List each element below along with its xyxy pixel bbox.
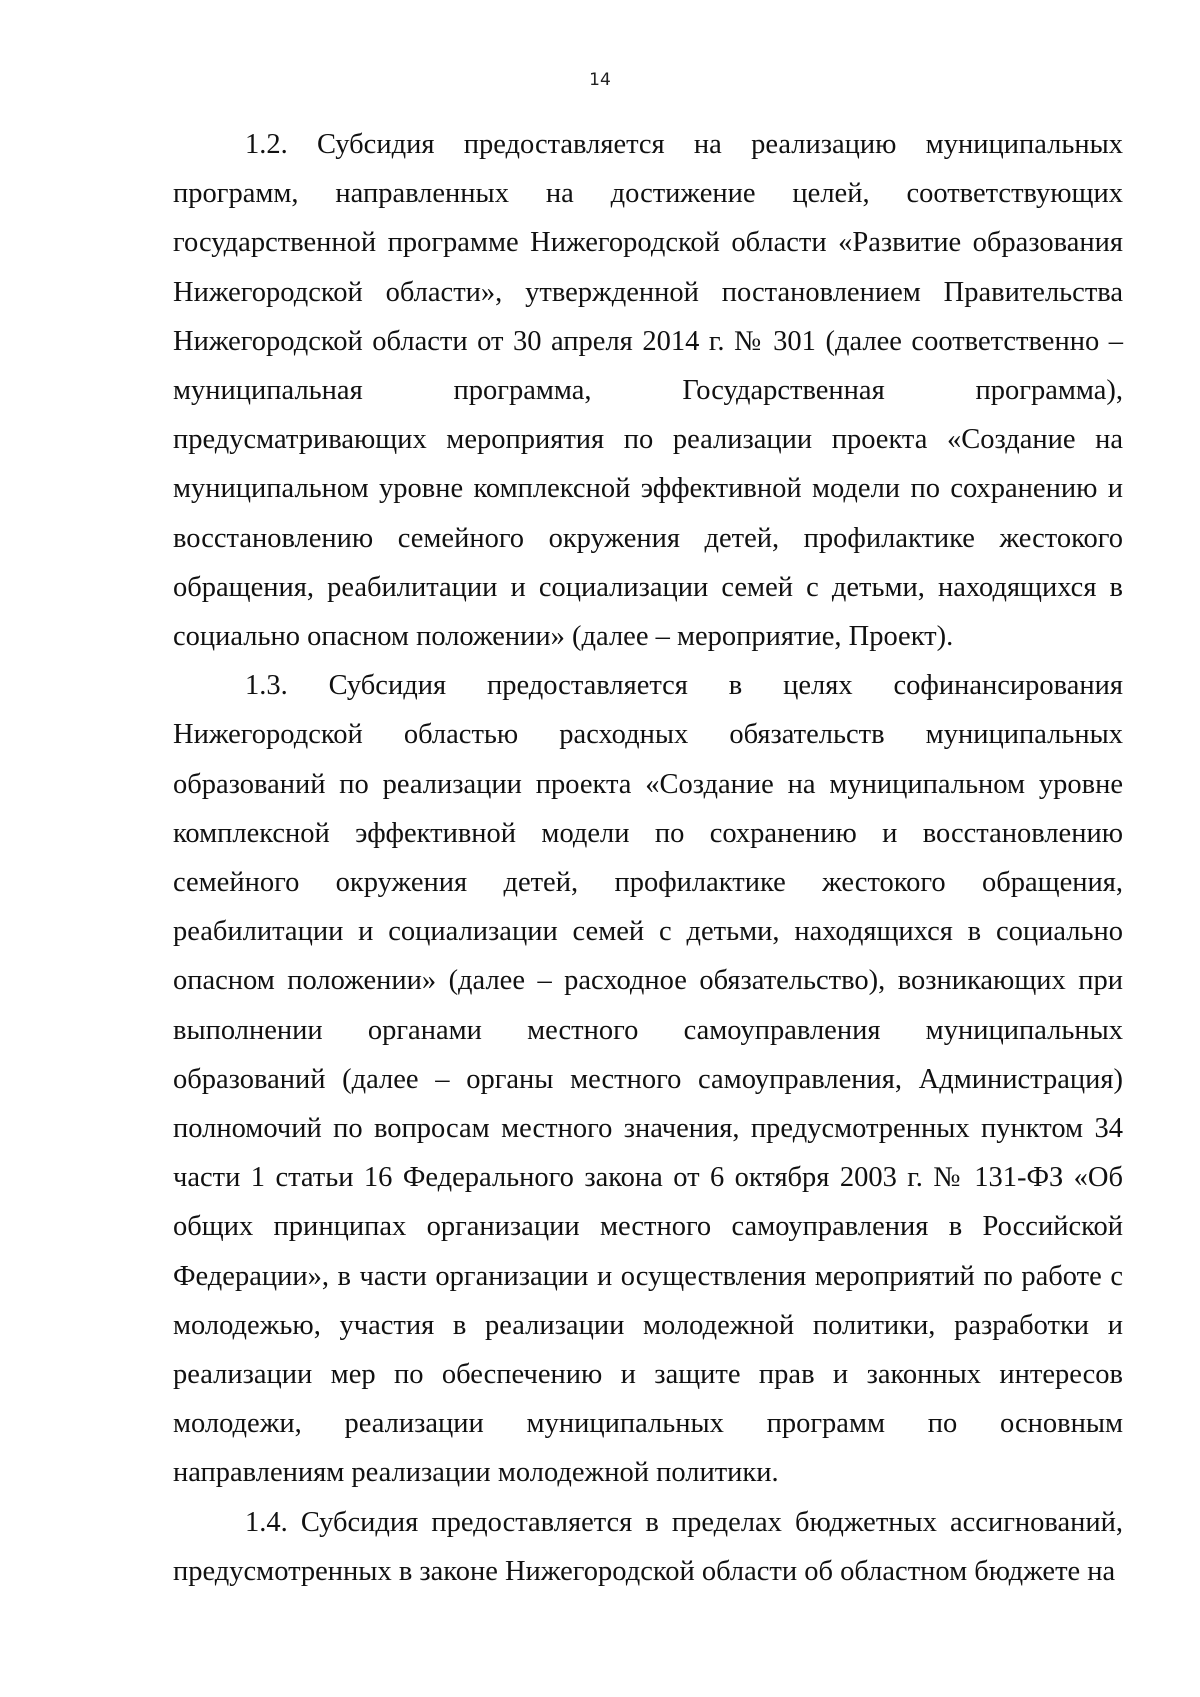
- document-body: [173, 120, 1123, 1596]
- paragraph-1-4: 1.4. Субсидия предоставляется в пределах бюджетных ассигнований, предусмотренных в законе Нижегородской области об областном бюджете на: [173, 1506, 1123, 1587]
- page-number: 14: [589, 70, 611, 90]
- paragraph-1-3: 1.3. Субсидия предоставляется в целях софинансирования Нижегородской областью расходных обязательств муниципальных образований по реализации проекта «Создание на муниципальном уровне комплексной эффективной модели по сохранению и восстановлению семейного окружения детей, профилактике жестокого обращения, реабилитации и социализации семей с детьми, находящихся в социально опасном положении» (далее – расходное обязательство), возникающих при выполнении органами местного самоуправления муниципальных образований (далее – органы местного самоуправления, Администрация) полномочий по вопросам местного значения, предусмотренных пунктом 34 части 1 статьи 16 Федерального закона от 6 октября 2003 г. № 131-ФЗ «Об общих принципах организации местного самоуправления в Российской Федерации», в части организации и осуществления мероприятий по работе с молодежью, участия в реализации молодежной политики, разработки и реализации мер по обеспечению и защите прав и законных интересов молодежи, реализации муниципальных программ по основным направлениям реализации молодежной политики.: [173, 670, 1123, 1489]
- paragraph-1-2: 1.2. Субсидия предоставляется на реализацию муниципальных программ, направленных на достижение целей, соответствующих государственной программе Нижегородской области «Развитие образования Нижегородской области», утвержденной постановлением Правительства Нижегородской области от 30 апреля 2014 г. № 301 (далее соответственно – муниципальная программа, Государственная программа), предусматривающих мероприятия по реализации проекта «Создание на муниципальном уровне комплексной эффективной модели по сохранению и восстановлению семейного окружения детей, профилактике жестокого обращения, реабилитации и социализации семей с детьми, находящихся в социально опасном положении» (далее – мероприятие, Проект).: [173, 129, 1123, 653]
